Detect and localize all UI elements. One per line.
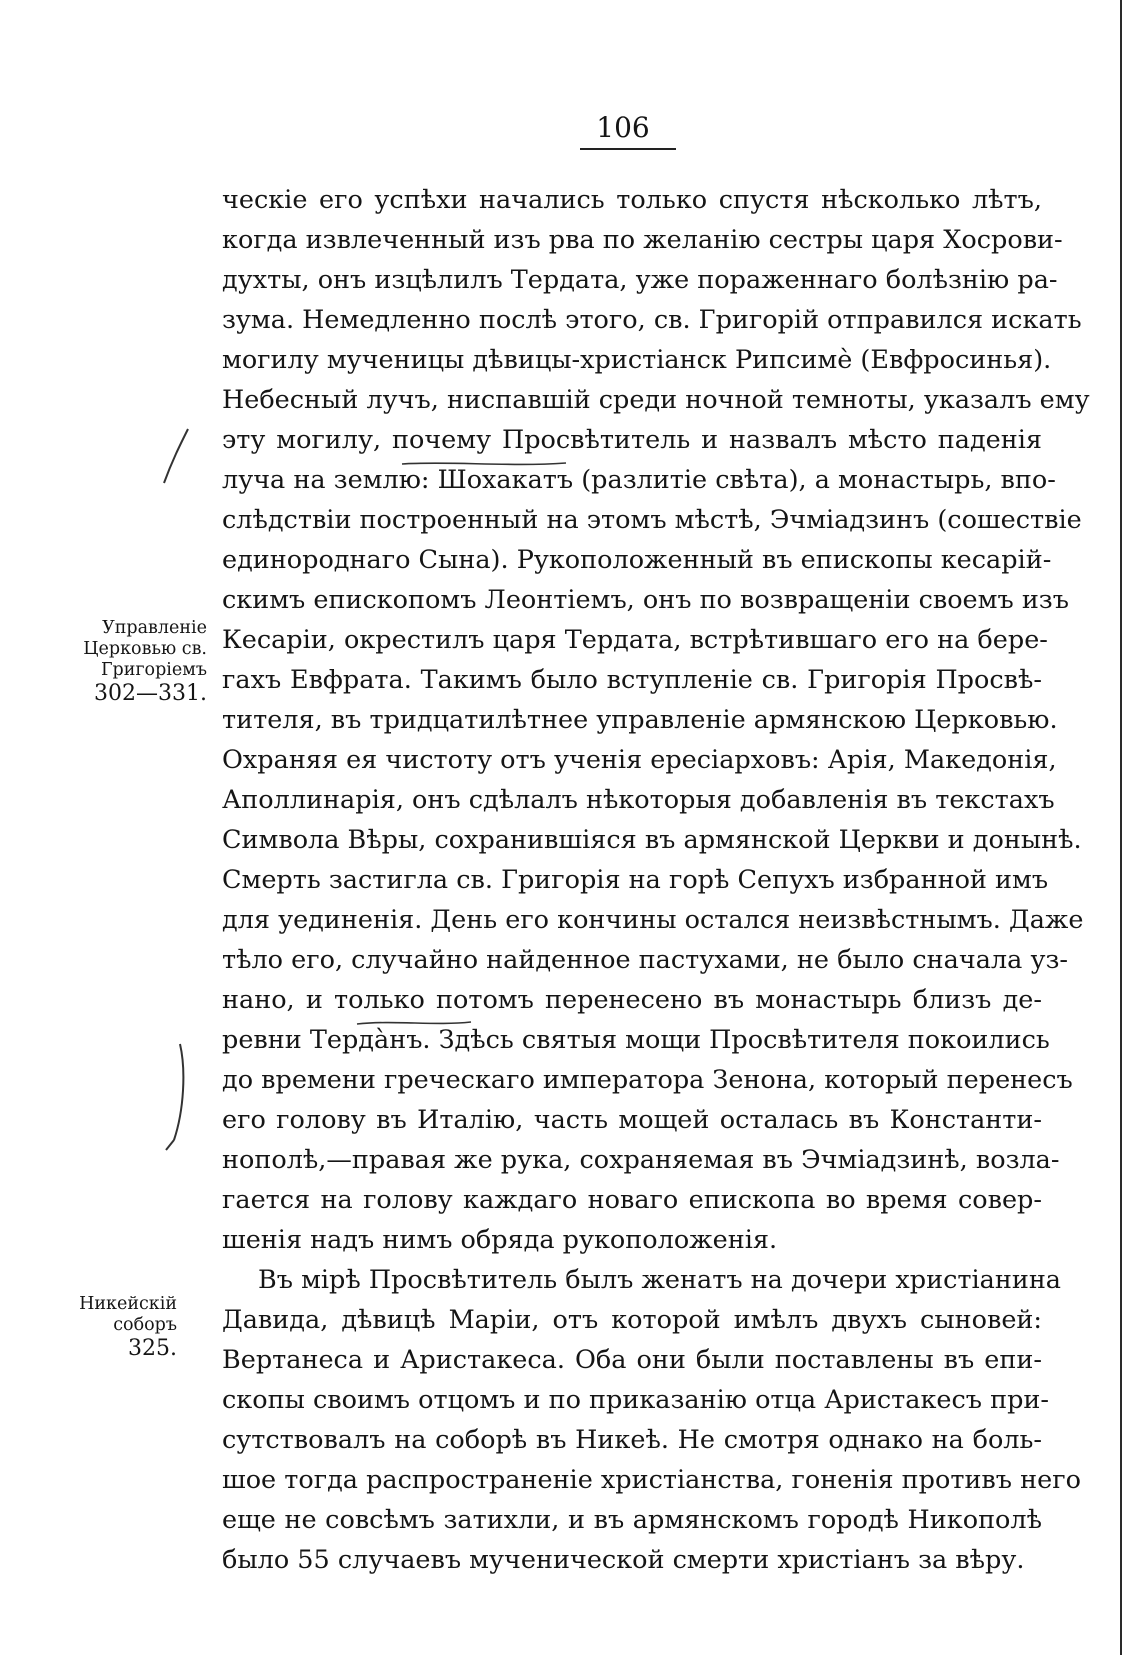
margin-note-line: Церковью св. xyxy=(83,639,207,659)
text-line: шенія надъ нимъ обряда рукоположенія. xyxy=(222,1225,778,1255)
pencil-bracket-mark xyxy=(160,1040,200,1160)
margin-note-line: соборъ xyxy=(113,1315,177,1335)
text-line: тителя, въ тридцатилѣтнее управленіе армянскою Церковью. xyxy=(222,705,1058,735)
margin-note-line: Григоріемъ xyxy=(100,660,207,680)
page-number: 106 xyxy=(596,111,650,144)
margin-note-governance xyxy=(72,618,207,707)
page-number-underline xyxy=(580,148,676,150)
text-line: духты, онъ изцѣлилъ Тердата, уже пораженнаго болѣзнію ра- xyxy=(222,265,1058,295)
text-line: гается на голову каждаго новаго епископа во время совер- xyxy=(222,1185,1042,1215)
text-line: Въ мірѣ Просвѣтитель былъ женатъ на дочери христіанина xyxy=(258,1265,1062,1295)
body-text xyxy=(222,180,1090,1580)
text-line: луча на землю: Шохакатъ (разлитіе свѣта), а монастырь, впо- xyxy=(222,465,1056,495)
text-line: Вертанеса и Аристакеса. Оба они были поставлены въ епи- xyxy=(222,1345,1042,1375)
margin-note-nicaea xyxy=(42,1294,177,1362)
text-line: слѣдствіи построенный на этомъ мѣстѣ, Эчміадзинъ (сошествіе xyxy=(222,505,1082,535)
text-line: Кесаріи, окрестилъ царя Тердата, встрѣтившаго его на бере- xyxy=(222,625,1048,655)
text-line: когда извлеченный изъ рва по желанію сестры царя Хосрови- xyxy=(222,225,1063,255)
pencil-slash-mark xyxy=(150,425,200,495)
text-line: Небесный лучъ, ниспавшій среди ночной темноты, указалъ ему xyxy=(222,385,1090,415)
text-line: еще не совсѣмъ затихли, и въ армянскомъ городѣ Никополѣ xyxy=(222,1505,1042,1535)
text-line: эту могилу, почему Просвѣтитель и назвалъ мѣсто паденія xyxy=(222,425,1042,455)
text-line: Давида, дѣвицѣ Маріи, отъ которой имѣлъ двухъ сыновей: xyxy=(222,1305,1042,1335)
text-line: гахъ Евфрата. Такимъ было вступленіе св. Григорія Просвѣ- xyxy=(222,665,1042,695)
text-line: тѣло его, случайно найденное пастухами, не было сначала уз- xyxy=(222,945,1068,975)
text-line: ческіе его успѣхи начались только спустя нѣсколько лѣтъ, xyxy=(222,185,1042,215)
text-line: скимъ епископомъ Леонтіемъ, онъ по возвращеніи своемъ изъ xyxy=(222,585,1069,615)
text-line: было 55 случаевъ мученической смерти христіанъ за вѣру. xyxy=(222,1545,1025,1575)
page-edge-line xyxy=(1120,0,1122,1655)
margin-note-years: 302—331. xyxy=(94,681,207,706)
text-line: Смерть застигла св. Григорія на горѣ Сепухъ избранной имъ xyxy=(222,865,1049,895)
margin-note-line: Никейскій xyxy=(79,1294,177,1314)
text-line: нополѣ,—правая же рука, сохраняемая въ Эчміадзинѣ, возла- xyxy=(222,1145,1060,1175)
text-line: скопы своимъ отцомъ и по приказанію отца Аристакесъ при- xyxy=(222,1385,1050,1415)
pencil-underline-mark xyxy=(355,1017,475,1029)
text-line: зума. Немедленно послѣ этого, св. Григорій отправился искать xyxy=(222,305,1082,335)
text-line: Охраняя ея чистоту отъ ученія ересіарховъ: Арія, Македонія, xyxy=(222,745,1057,775)
text-line: его голову въ Италію, часть мощей осталась въ Константи- xyxy=(222,1105,1042,1135)
text-line: ревни Тердàнъ. Здѣсь святыя мощи Просвѣтителя покоились xyxy=(222,1025,1050,1055)
margin-note-year: 325. xyxy=(128,1336,177,1361)
text-line: до времени греческаго императора Зенона, который перенесъ xyxy=(222,1065,1073,1095)
text-line: сутствовалъ на соборѣ въ Никеѣ. Не смотря однако на боль- xyxy=(222,1425,1042,1455)
margin-note-line: Управленіе xyxy=(102,618,207,638)
text-line: нано, и только потомъ перенесено въ монастырь близъ де- xyxy=(222,985,1042,1015)
text-line: Аполлинарія, онъ сдѣлалъ нѣкоторыя добавленія въ текстахъ xyxy=(222,785,1055,815)
text-line: шое тогда распространеніе христіанства, гоненія противъ него xyxy=(222,1465,1081,1495)
pencil-underline-mark xyxy=(400,458,570,470)
text-line: Символа Вѣры, сохранившіяся въ армянской Церкви и донынѣ. xyxy=(222,825,1082,855)
text-line: единороднаго Сына). Рукоположенный въ епископы кесарій- xyxy=(222,545,1052,575)
text-line: для уединенія. День его кончины остался неизвѣстнымъ. Даже xyxy=(222,905,1084,935)
text-line: могилу мученицы дѣвицы-христіанск Рипсимѐ (Евфросинья). xyxy=(222,345,1052,375)
